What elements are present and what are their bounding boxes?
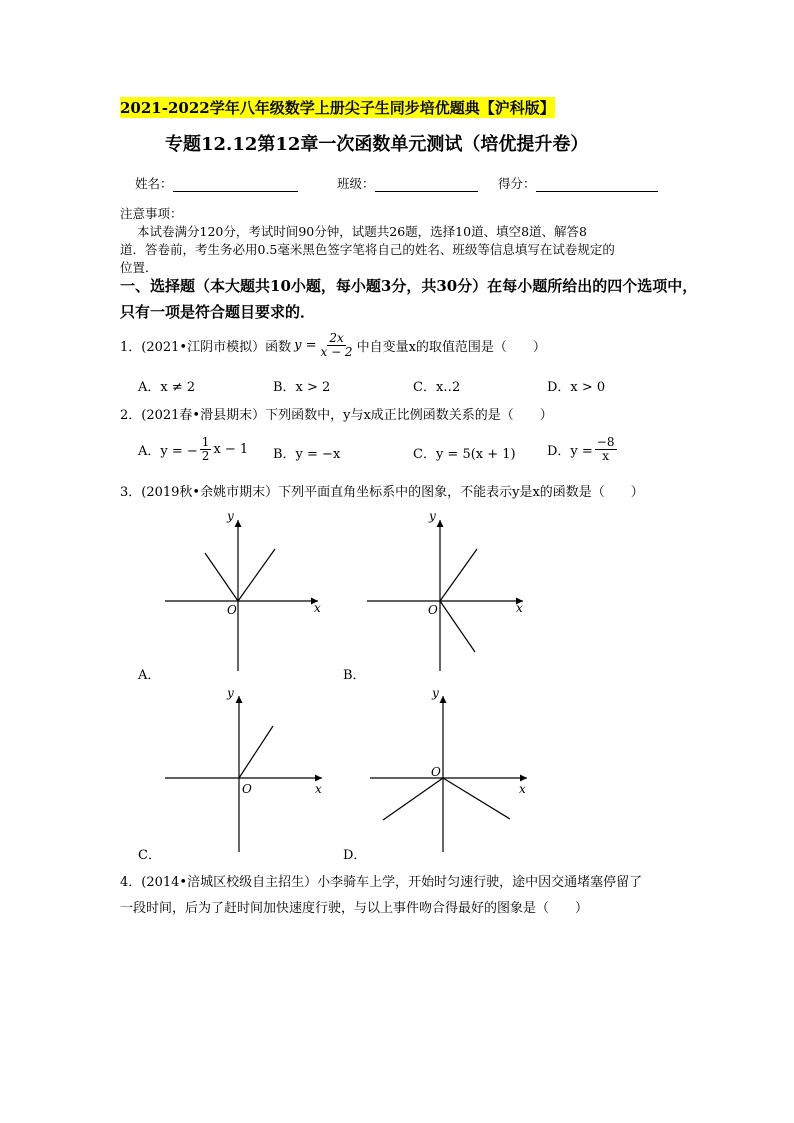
question-4-line-1: 4．(2014•涪城区校级自主招生）小李骑车上学，开始时匀速行驶，途中因交通堵塞停留了 bbox=[120, 875, 643, 890]
graph-d-left-line bbox=[383, 778, 443, 820]
q2-option-c[interactable]: C．y = 5(x + 1) bbox=[413, 447, 516, 462]
graph-c bbox=[165, 686, 322, 852]
graph-c-y-label: y bbox=[227, 686, 234, 700]
page-title: 专题12.12第12章一次函数单元测试（培优提升卷） bbox=[165, 134, 589, 155]
graph-b-lower-line bbox=[440, 601, 475, 652]
q3-option-b[interactable]: B． bbox=[343, 668, 366, 683]
graph-d bbox=[370, 686, 527, 852]
section1-line-1: 一、选择题（本大题共10小题，每小题3分，共30分）在每小题所给出的四个选项中， bbox=[120, 277, 698, 295]
graph-c-x-label: x bbox=[315, 782, 322, 796]
graph-d-origin: O bbox=[431, 765, 441, 779]
graph-c-line bbox=[239, 726, 273, 778]
q1-option-d[interactable]: D．x > 0 bbox=[547, 380, 606, 395]
graph-b-upper-line bbox=[440, 549, 477, 601]
graph-a-y-label: y bbox=[227, 509, 234, 523]
q2-d-prefix: D．y = bbox=[547, 444, 593, 459]
class-label: 班级： bbox=[337, 176, 375, 191]
q1-option-a[interactable]: A．x ≠ 2 bbox=[138, 380, 196, 395]
q3-option-d[interactable]: D． bbox=[343, 848, 367, 863]
notice-line-2: 道．答卷前，考生务必用0.5毫米黑色签字笔将自己的姓名、班级等信息填写在试卷规定的 bbox=[120, 242, 615, 257]
q1-denominator: x − 2 bbox=[320, 345, 353, 359]
graph-a-x-label: x bbox=[314, 601, 321, 615]
q2-a-denominator: 2 bbox=[201, 449, 210, 463]
q2-a-numerator: 1 bbox=[201, 435, 210, 449]
graph-c-origin: O bbox=[242, 782, 252, 796]
question-4-line-2: 一段时间，后为了赶时间加快速度行驶，与以上事件吻合得最好的图象是（ ） bbox=[120, 901, 589, 916]
q1-y-eq: y = bbox=[294, 338, 317, 353]
question-3: 3．(2019秋•余姚市期末）下列平面直角坐标系中的图象，不能表示y是x的函数是（ ） bbox=[120, 485, 644, 500]
q2-option-b[interactable]: B．y = −x bbox=[273, 447, 341, 462]
score-label: 得分： bbox=[498, 176, 536, 191]
q3-option-c[interactable]: C． bbox=[138, 848, 161, 863]
notice-heading: 注意事项： bbox=[120, 206, 183, 221]
graph-a-right-line bbox=[238, 549, 275, 601]
name-label: 姓名： bbox=[135, 176, 173, 191]
q1-option-b[interactable]: B．x > 2 bbox=[273, 380, 331, 395]
graph-a bbox=[165, 509, 321, 671]
q1-option-c[interactable]: C．x‥2 bbox=[413, 380, 461, 395]
notice-line-3: 位置． bbox=[120, 260, 158, 275]
graph-a-left-line bbox=[205, 553, 238, 601]
q2-a-suffix: x − 1 bbox=[213, 442, 249, 457]
question-2: 2．(2021春•滑县期末）下列函数中，y与x成正比例函数关系的是（ ） bbox=[120, 408, 553, 423]
section1-line-2: 只有一项是符合题目要求的． bbox=[120, 303, 316, 321]
graph-a-origin: O bbox=[227, 603, 237, 617]
q2-d-denominator: x bbox=[602, 449, 610, 463]
q1-suffix: 中自变量x的取值范围是（ ） bbox=[356, 340, 546, 355]
q3-option-a[interactable]: A． bbox=[138, 668, 161, 683]
q1-prefix: 1．(2021•江阴市模拟）函数 bbox=[120, 340, 292, 355]
q2-a-prefix: A．y = − bbox=[138, 444, 198, 459]
graph-b-x-label: x bbox=[516, 601, 523, 615]
q1-numerator: 2x bbox=[329, 331, 344, 345]
graph-b-y-label: y bbox=[429, 509, 436, 523]
graph-d-y-label: y bbox=[432, 686, 439, 700]
graph-b-origin: O bbox=[428, 603, 438, 617]
graph-b bbox=[367, 509, 523, 671]
graph-d-x-label: x bbox=[519, 782, 526, 796]
graph-d-right-line bbox=[443, 778, 510, 819]
series-title: 2021-2022学年八年级数学上册尖子生同步培优题典【沪科版】 bbox=[120, 99, 555, 117]
notice-line-1: 本试卷满分120分，考试时间90分钟，试题共26题，选择10道、填空8道、解答8 bbox=[137, 224, 587, 239]
q2-d-numerator: −8 bbox=[596, 435, 615, 449]
